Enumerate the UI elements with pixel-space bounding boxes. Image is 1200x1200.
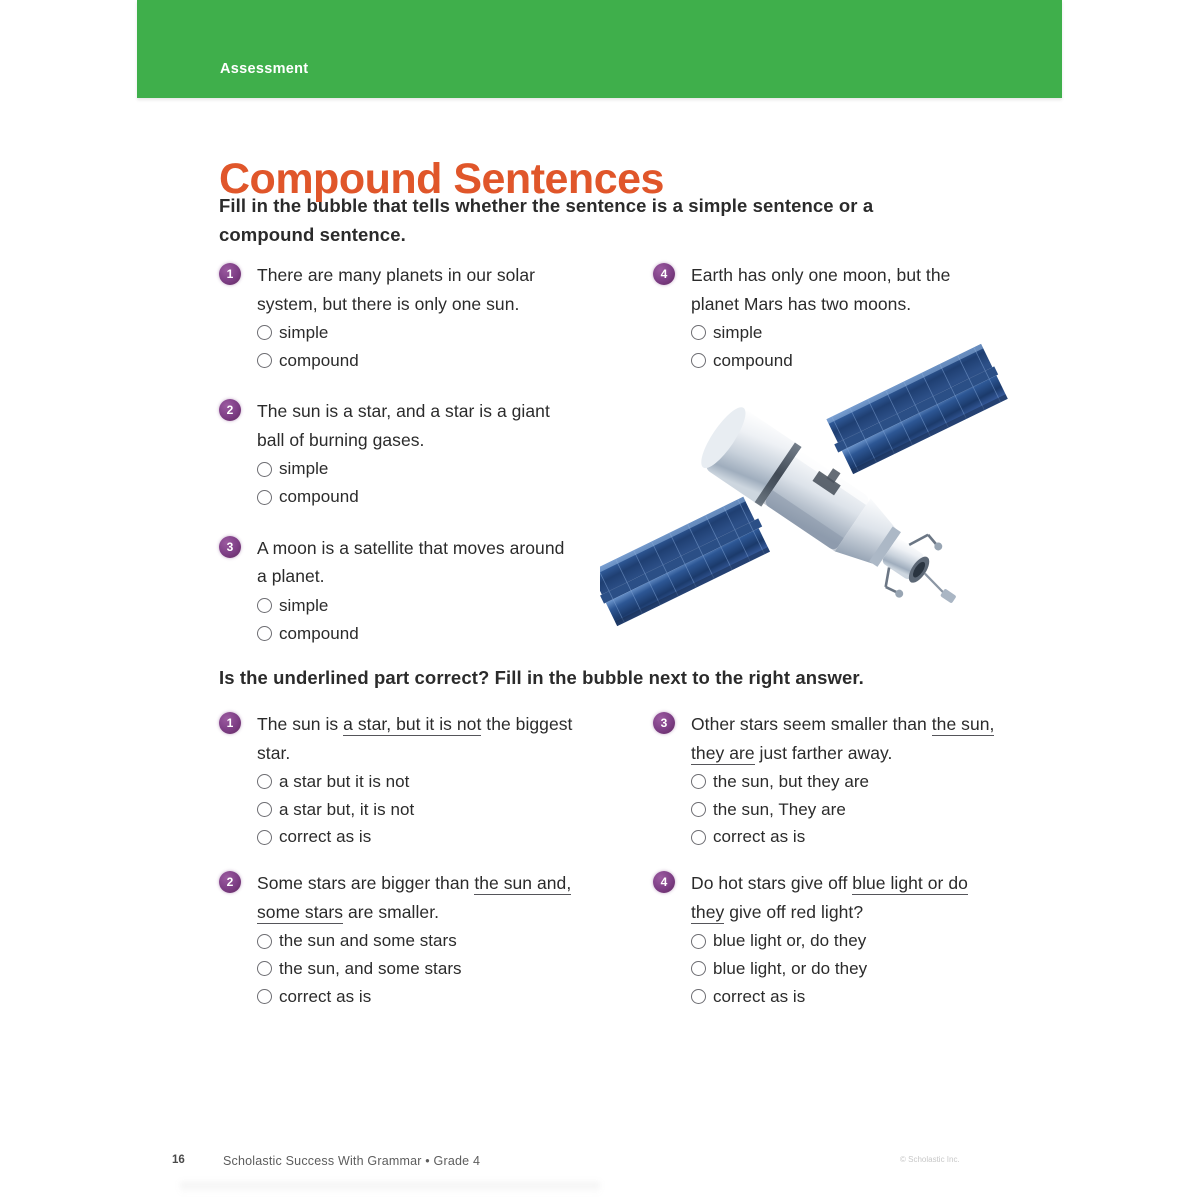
choice-label: the sun, They are [713,799,846,819]
bubble-icon[interactable] [691,774,706,789]
choice-list [257,592,574,647]
question-item [653,869,1003,1010]
question-text-underlined: the sun, they are [691,714,995,763]
question-number-badge: 4 [653,871,675,893]
choice-option[interactable] [691,796,1003,824]
choice-option[interactable] [257,955,589,983]
question-text: The sun is a star, and a star is a giant ball of burning gases. [257,401,550,450]
choice-list [257,455,574,510]
section-2-left-column [219,710,589,1028]
page-footer [0,1148,1200,1178]
bubble-icon[interactable] [691,989,706,1004]
choice-list [691,768,1003,851]
choice-option[interactable] [257,483,574,511]
choice-label: a star but it is not [279,772,410,792]
choice-label: compound [279,487,359,507]
choice-label: simple [279,459,329,479]
page-number: 16 [172,1154,185,1166]
footer-book-title: Scholastic Success With Grammar • Grade 4 [223,1154,481,1168]
choice-label: correct as is [713,827,806,847]
choice-option[interactable] [257,455,574,483]
choice-list [691,927,1003,1010]
bubble-icon[interactable] [257,462,272,477]
choice-label: compound [279,623,359,643]
bubble-icon[interactable] [691,961,706,976]
bubble-icon[interactable] [691,830,706,845]
question-item [219,261,574,374]
bubble-icon[interactable] [257,325,272,340]
question-number-badge: 3 [653,712,675,734]
question-text: A moon is a satellite that moves around a planet. [257,537,565,587]
choice-label: simple [713,323,763,343]
choice-list [257,319,574,374]
question-text-after: are smaller. [343,901,440,922]
choice-option[interactable] [691,768,1003,796]
question-number-badge: 3 [219,536,241,558]
question-item [653,710,1003,851]
question-number-badge: 1 [219,712,241,734]
choice-option[interactable] [691,823,1003,851]
choice-label: correct as is [279,827,372,847]
page-bottom-shadow [180,1182,600,1194]
question-text: Earth has only one moon, but the planet Mars has two moons. [691,265,951,314]
choice-label: compound [713,350,793,370]
choice-option[interactable] [691,983,1003,1011]
choice-label: blue light or, do they [713,931,867,951]
question-text-underlined: a star, but it is not [343,714,482,734]
question-item [219,534,574,647]
question-text-before: Some stars are bigger than [257,873,475,894]
choice-list [691,319,983,374]
question-text [257,710,589,767]
choice-option[interactable] [691,319,983,347]
question-text [691,710,1003,767]
section-2-instructions: Is the underlined part correct? Fill in the bubble next to the right answer. [219,667,864,688]
choice-label: a star but, it is not [279,799,415,819]
bubble-icon[interactable] [691,353,706,368]
choice-option[interactable] [257,768,589,796]
bubble-icon[interactable] [257,961,272,976]
bubble-icon[interactable] [691,325,706,340]
choice-label: simple [279,323,329,343]
question-text-after: give off red light? [724,901,864,922]
bubble-icon[interactable] [691,934,706,949]
question-text-underlined: blue light or do they [691,873,968,922]
question-item [219,710,589,851]
section-1-right-column [653,261,983,391]
choice-list [257,768,589,851]
choice-label: correct as is [279,986,372,1006]
bubble-icon[interactable] [257,774,272,789]
question-text [691,869,1003,926]
assessment-label: Assessment [220,61,309,77]
section-1-instructions: Fill in the bubble that tells whether the sentence is a simple sentence or a compound sentence. [219,195,874,245]
bubble-icon[interactable] [257,802,272,817]
question-item [653,261,983,374]
choice-option[interactable] [257,983,589,1011]
choice-option[interactable] [257,796,589,824]
question-number-badge: 2 [219,871,241,893]
choice-option[interactable] [257,620,574,648]
question-item [219,869,589,1010]
question-text: There are many planets in our solar system, but there is only one sun. [257,265,535,314]
bubble-icon[interactable] [257,989,272,1004]
choice-option[interactable] [691,955,1003,983]
section-2-right-column [653,710,1003,1028]
copyright-notice: © Scholastic Inc. [900,1155,960,1164]
choice-label: simple [279,595,329,615]
question-item [219,397,574,510]
choice-label: the sun, but they are [713,772,870,792]
choice-list [257,927,589,1010]
bubble-icon[interactable] [257,353,272,368]
question-text-underlined: the sun and, some stars [257,873,572,922]
question-text-after: just farther away. [754,742,893,763]
choice-label: blue light, or do they [713,958,868,978]
choice-option[interactable] [691,927,1003,955]
section-1-left-column [219,261,574,670]
page-title: Compound Sentences [219,154,664,203]
bubble-icon[interactable] [257,934,272,949]
question-text-before: Other stars seem smaller than [691,714,932,734]
question-text-after: the biggest star. [257,714,573,763]
choice-option[interactable] [257,347,574,375]
bubble-icon[interactable] [257,626,272,641]
choice-label: the sun, and some stars [279,958,462,978]
question-text-before: The sun is [257,714,344,734]
question-number-badge: 2 [219,399,241,421]
choice-option[interactable] [257,592,574,620]
question-text-before: Do hot stars give off [691,873,853,894]
bubble-icon[interactable] [691,802,706,817]
choice-label: compound [279,350,359,370]
bubble-icon[interactable] [257,830,272,845]
question-text [257,869,589,926]
choice-option[interactable] [691,347,983,375]
choice-label: the sun and some stars [279,931,457,951]
assessment-banner [137,0,1062,98]
choice-option[interactable] [257,319,574,347]
bubble-icon[interactable] [257,598,272,613]
choice-label: correct as is [713,986,806,1006]
bubble-icon[interactable] [257,490,272,505]
question-number-badge: 4 [653,263,675,285]
choice-option[interactable] [257,927,589,955]
question-number-badge: 1 [219,263,241,285]
choice-option[interactable] [257,823,589,851]
